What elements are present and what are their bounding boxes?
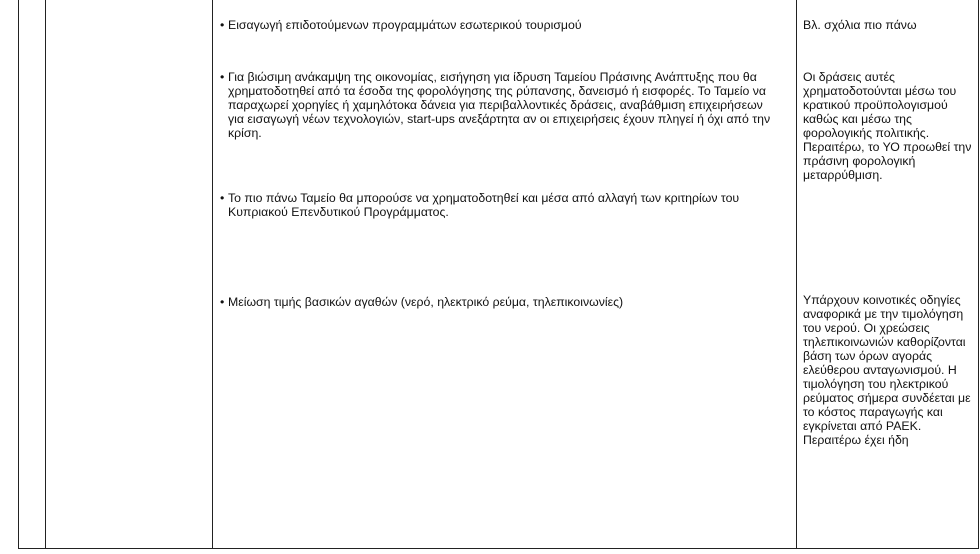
bullet-icon: • <box>220 295 225 309</box>
comment-text: Βλ. σχόλια πιο πάνω <box>803 18 917 32</box>
proposal-text: Το πιο πάνω Ταμείο θα μπορούσε να χρηματοδοτηθεί και μέσα από αλλαγή των κριτηρίων του Κυπριακού Επενδυτικού Προγράμματος. <box>228 191 740 219</box>
bullet-icon: • <box>220 191 225 205</box>
list-item <box>220 70 780 140</box>
comment-text: Υπάρχουν κοινοτικές οδηγίες αναφορικά με την τιμολόγηση του νερού. Οι χρεώσεις τηλεπικοινωνιών καθορίζονται βάση των όρων αγοράς ελεύθερου ανταγωνισμού. Η τιμολόγηση του ηλεκτρικού ρεύματος σήμερα συνδέεται με το κόστος παραγωγής και εγκρίνεται από ΡΑΕΚ. Περαιτέρω έχει ήδη <box>803 293 971 447</box>
comment-text: Οι δράσεις αυτές χρηματοδοτούνται μέσω του κρατικού προϋπολογισμού καθώς και μέσω της φορολογικής πολιτικής. Περαιτέρω, το ΥΟ προωθεί την πράσινη φορολογική μεταρρύθμιση. <box>803 70 972 182</box>
table-border-bottom <box>18 548 979 549</box>
table-border-left <box>18 0 19 549</box>
list-item <box>220 18 780 32</box>
proposal-text: Εισαγωγή επιδοτούμενων προγραμμάτων εσωτερικού τουρισμού <box>228 18 582 32</box>
list-item <box>220 295 780 309</box>
bullet-icon: • <box>220 18 225 32</box>
table-column-divider <box>796 0 797 549</box>
proposal-text: Μείωση τιμής βασικών αγαθών (νερό, ηλεκτρικό ρεύμα, τηλεπικοινωνίες) <box>228 295 624 309</box>
table-column-divider <box>45 0 46 549</box>
proposal-text: Για βιώσιμη ανάκαμψη της οικονομίας, εισήγηση για ίδρυση Ταμείου Πράσινης Ανάπτυξης που θα χρηματοδοτηθεί από τα έσοδα της φορολόγησης της ρύπανσης, δανεισμό ή εισφορές. Το Ταμείο να παραχωρεί χορηγίες ή χαμηλότοκα δάνεια για περιβαλλοντικές δράσεις, αναβάθμιση επιχειρήσεων για εισαγωγή νέων τεχνολογιών, start-ups ανεξάρτητα αν οι επιχειρήσεις έχουν πληγεί ή όχι από την κρίση. <box>228 70 771 140</box>
table-column-divider <box>212 0 213 549</box>
list-item <box>220 191 780 219</box>
table-border-right <box>978 0 979 549</box>
bullet-icon: • <box>220 70 225 84</box>
